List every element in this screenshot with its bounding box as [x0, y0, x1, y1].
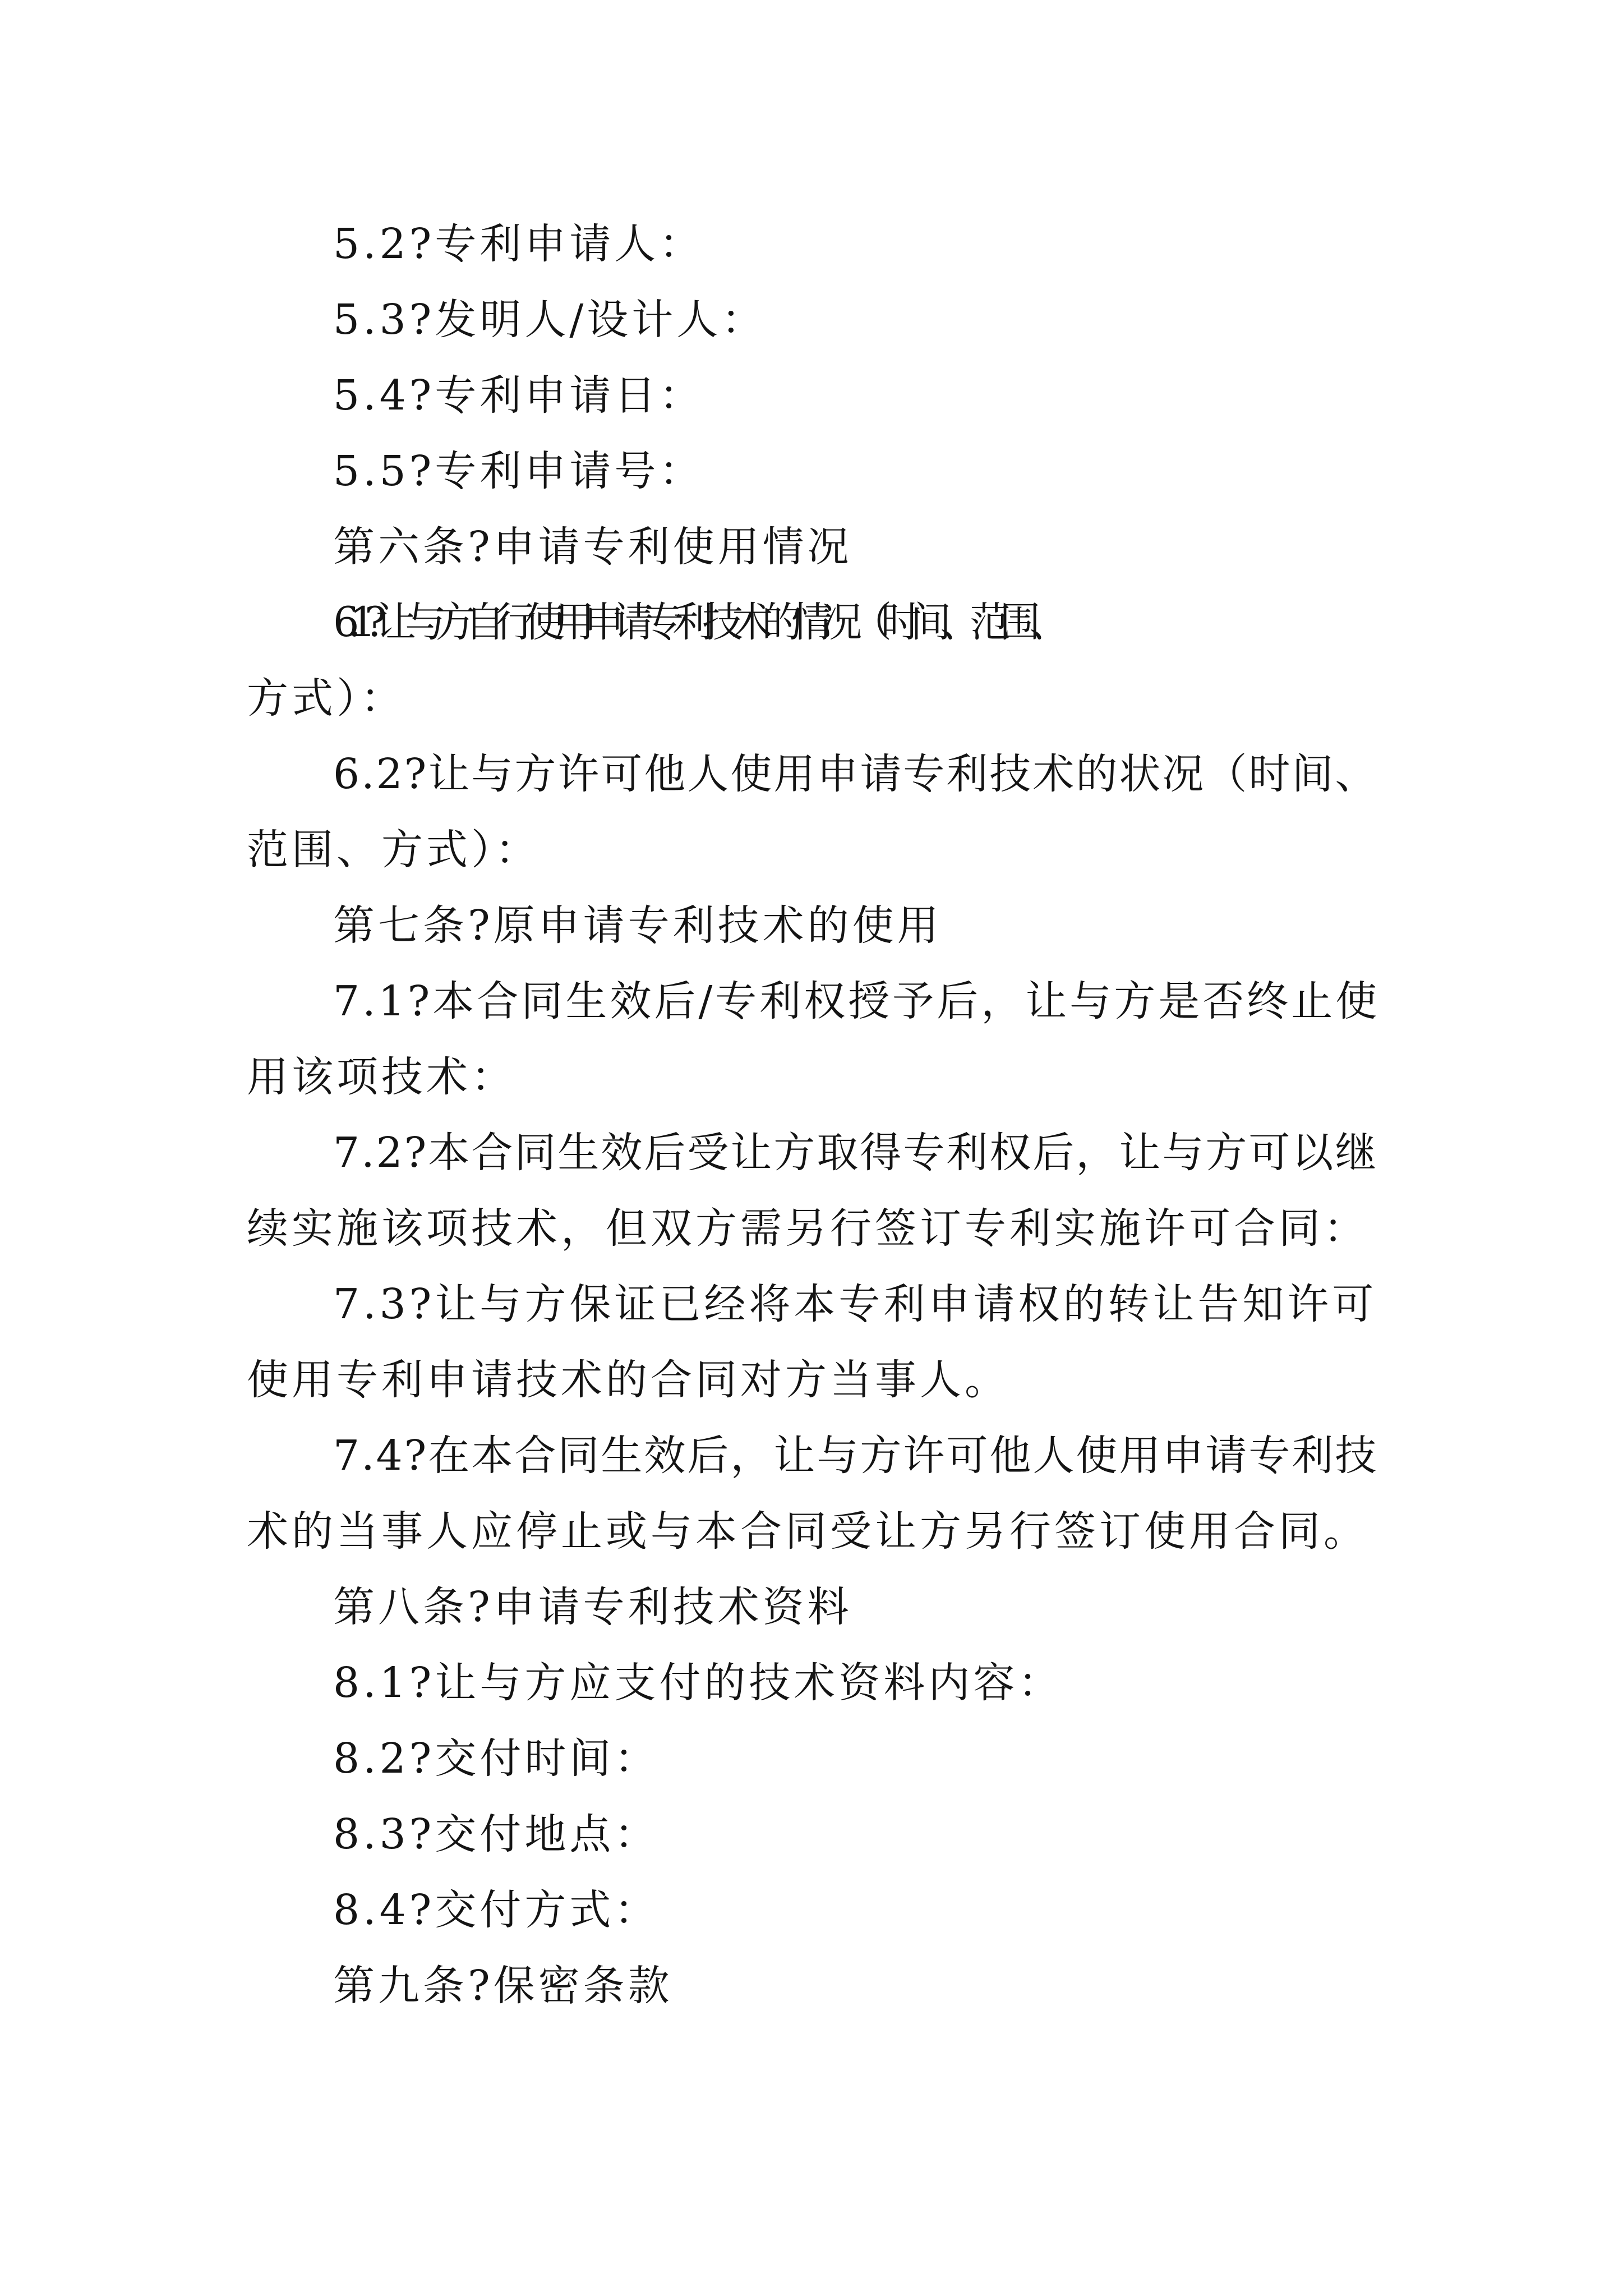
clause-6-2-line-1: 6.2?让与方许可他人使用申请专利技术的状况（时间、: [333, 750, 1378, 798]
article-9-heading: 第九条?保密条款: [333, 1962, 673, 2010]
article-6-heading: 第六条?申请专利使用情况: [333, 523, 852, 571]
clause-7-4-line-2: 术的当事人应停止或与本合同受让方另行签订使用合同。: [247, 1507, 1368, 1556]
clause-7-3-line-1: 7.3?让与方保证已经将本专利申请权的转让告知许可: [333, 1280, 1377, 1328]
clause-7-1-line-2: 用该项技术：: [247, 1053, 516, 1101]
article-8-heading: 第八条?申请专利技术资料: [333, 1583, 852, 1631]
clause-6-1-line-1: 6.1?让与方自行使用申请专利技术的情况（时间、范围、: [333, 599, 1059, 646]
clause-6-1-line-2: 方式）：: [247, 674, 405, 723]
clause-5-4: 5.4?专利申请日：: [333, 371, 704, 420]
clause-5-2: 5.2?专利申请人：: [333, 220, 704, 268]
clause-5-5: 5.5?专利申请号：: [333, 447, 704, 495]
clause-7-4-line-1: 7.4?在本合同生效后，让与方许可他人使用申请专利技: [333, 1432, 1378, 1480]
article-7-heading: 第七条?原申请专利技术的使用: [333, 901, 942, 950]
clause-6-2-line-2: 范围、方式）：: [247, 826, 540, 874]
clause-7-1-line-1: 7.1?本合同生效后/专利权授予后，让与方是否终止使: [333, 977, 1380, 1025]
clause-8-3: 8.3?交付地点：: [333, 1810, 660, 1858]
clause-7-3-line-2: 使用专利申请技术的合同对方当事人。: [247, 1356, 1009, 1404]
clause-8-1: 8.1?让与方应支付的技术资料内容：: [333, 1659, 1063, 1707]
clause-7-2-line-2: 续实施该项技术，但双方需另行签订专利实施许可合同：: [247, 1204, 1368, 1253]
clause-5-3: 5.3?发明人/设计人：: [333, 296, 767, 344]
clause-8-2: 8.2?交付时间：: [333, 1734, 660, 1783]
clause-7-2-line-1: 7.2?本合同生效后受让方取得专利权后，让与方可以继: [333, 1129, 1378, 1177]
clause-8-4: 8.4?交付方式：: [333, 1886, 660, 1934]
